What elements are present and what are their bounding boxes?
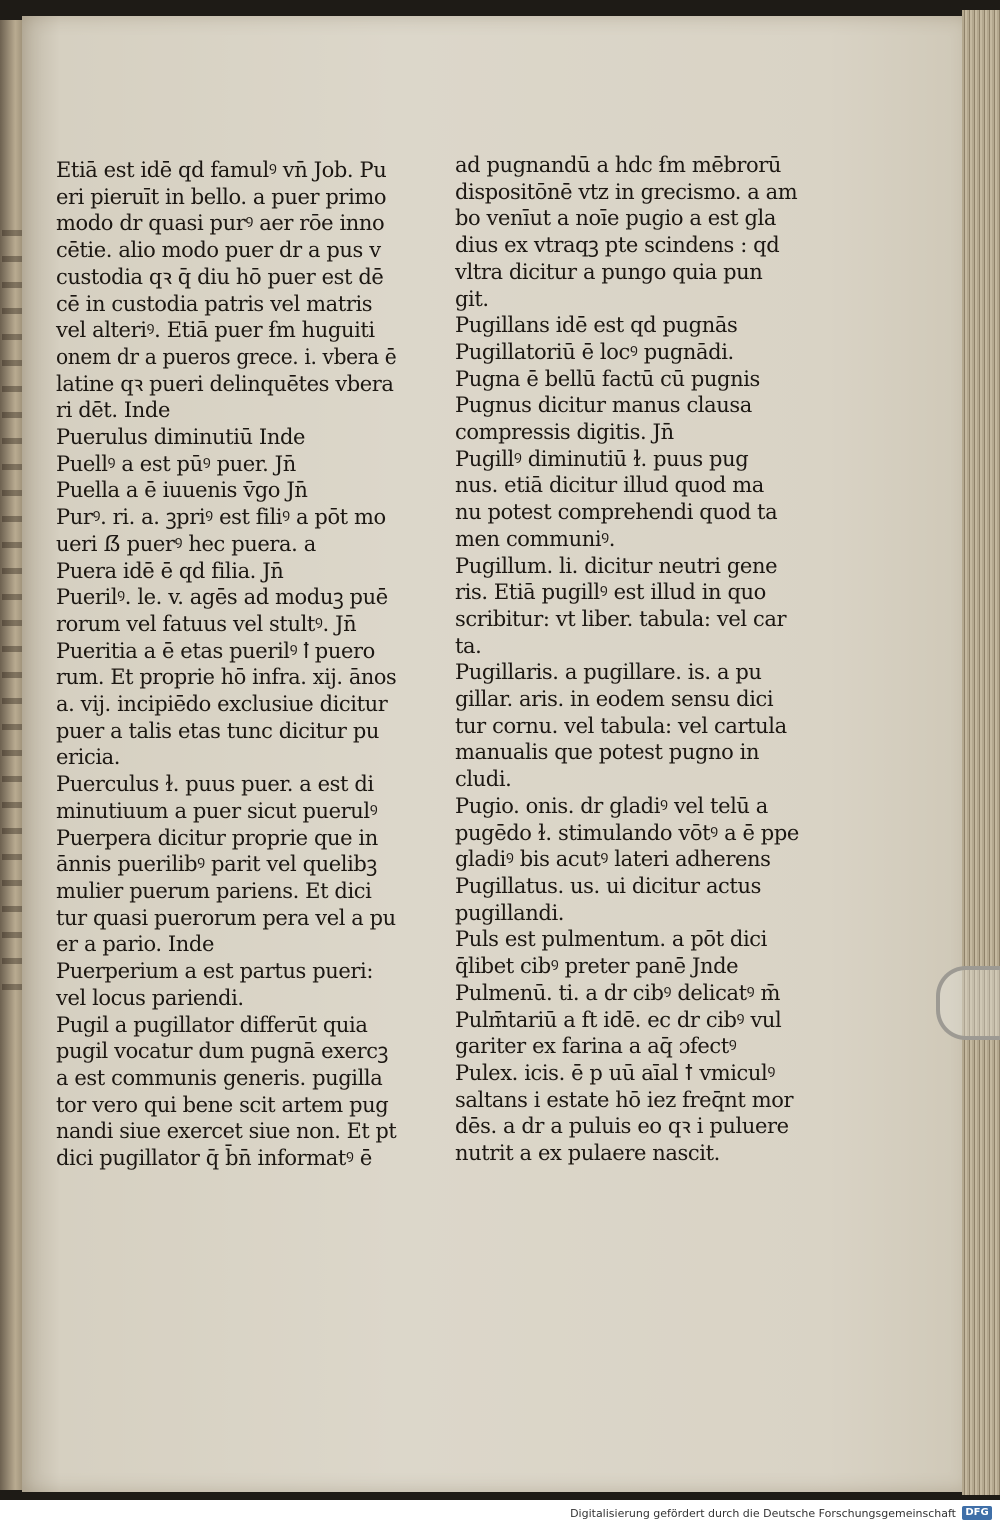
text-line: vel alteriꝰ. Etiā puer ẜm huguiti [56,318,375,343]
text-line: gariter ex farina a aq̄ ɔfectꝰ [455,1034,737,1059]
text-line: Purꝰ. ri. a. ꝫpriꝰ est filiꝰ a pōt mo [56,505,386,530]
text-line: Puls est pulmentum. a pōt dici [455,927,767,952]
text-line: ueri ẞ puerꝰ hec puera. a [56,531,316,556]
text-line: dius ex vtraqꝫ pte scindens : qd [455,233,780,258]
text-line: Puera idē ē qd filia. Jn̄ [56,558,284,583]
text-line: tur quasi puerorum pera vel a pu [56,905,396,930]
text-line: Puerperium a est partus pueri: [56,959,374,984]
text-line: custodia qꝛ q̄ diu hō puer est dē [56,264,384,289]
text-line: Pugillatus. us. ui dicitur actus [455,873,761,898]
text-line: Puerpera dicitur proprie que in [56,825,378,850]
text-line: Pugillꝰ diminutiū ɫ. puus pug [455,446,749,471]
text-line: nu potest comprehendi quod ta [455,500,778,525]
text-line: cē in custodia patris vel matris [56,291,373,316]
text-line: rorum vel fatuus vel stultꝰ. Jn̄ [56,611,357,636]
text-line: mulier puerum pariens. Et dici [56,878,372,903]
text-line: er a pario. Inde [56,932,214,957]
text-line: nus. etiā dicitur illud quod ma [455,473,764,498]
text-line: Pugillum. li. dicitur neutri gene [455,553,778,578]
text-line: Pulm̄tariū a ft idē. ec dr cibꝰ vul [455,1007,782,1032]
text-line: Pulmenū. ti. a dr cibꝰ delicatꝰ m̄ [455,980,781,1005]
text-line: Pugil a pugillator differūt quia [56,1012,368,1037]
text-line: Pugio. onis. dr gladiꝰ vel telū a [455,793,768,818]
text-line: Pugillaris. a pugillare. is. a pu [455,660,762,685]
text-line: scribitur: vt liber. tabula: vel car [455,606,787,631]
left-text-column [56,157,396,1172]
text-line: a est communis generis. pugilla [56,1065,383,1090]
text-line: Puerculus ɫ. puus puer. a est di [56,772,374,797]
page-block-edges [962,10,1000,1495]
text-line: gladiꝰ bis acutꝰ lateri adherens [455,847,771,872]
text-line: Pugnus dicitur manus clausa [455,393,752,418]
text-line: Pulex. icis. ē p uū aīal ꝉ vmiculꝰ [455,1060,775,1085]
funding-caption: Digitalisierung gefördert durch die Deutsche Forschungsgemeinschaft [570,1507,956,1520]
text-line: bo venīut a noīe pugio a est gla [455,206,776,231]
text-line: pugillandi. [455,900,565,925]
text-line: git. [455,286,489,311]
text-line: puer a talis etas tunc dicitur pu [56,718,379,743]
text-line: dici pugillator q̄ b̄n̄ informatꝰ ē [56,1146,372,1171]
text-line: pugēdo ɫ. stimulando vōtꝰ a ē ppe [455,820,799,845]
text-line: Pugna ē bellū factū cū pugnis [455,366,760,391]
text-line: Puellꝰ a est pūꝰ puer. Jn̄ [56,451,296,476]
right-text-column [455,152,800,1167]
text-line: cludi. [455,767,512,792]
text-line: ta. [455,633,482,658]
text-line: rum. Et proprie hō infra. xij. ānos [56,665,397,690]
text-line: onem dr a pueros grece. i. vbera ē [56,344,397,369]
text-line: gillar. aris. in eodem sensu dici [455,687,774,712]
text-line: modo dr quasi purꝰ aer rōe inno [56,211,385,236]
text-line: dēs. a dr a puluis eo qꝛ i puluere [455,1114,789,1139]
text-line: a. vij. incipiēdo exclusiue dicitur [56,692,388,717]
text-line: Puerulus diminutiū Inde [56,425,306,450]
text-line: saltans i estate hō iez freq̄nt mor [455,1087,794,1112]
text-line: ri dēt. Inde [56,398,170,423]
text-line: dispositōnē vtz in grecismo. a am [455,179,798,204]
text-line: minutiuum a puer sicut puerulꝰ [56,798,378,823]
text-line: Etiā est idē qd famulꝰ vn̄ Job. Pu [56,158,387,182]
text-line: latine qꝛ pueri delinquētes vbera [56,371,394,396]
dfg-logo: DFG [962,1506,992,1520]
text-line: compressis digitis. Jn̄ [455,420,674,445]
text-line: tor vero qui bene scit artem pug [56,1092,389,1117]
previous-page-text-fragment [2,230,24,990]
text-line: Puella a ē iuuenis v̄go Jn̄ [56,478,308,503]
text-line: Puerilꝰ. le. v. agēs ad moduꝫ puē [56,585,388,610]
text-line: ris. Etiā pugillꝰ est illud in quo [455,580,766,605]
text-line: men communiꝰ. [455,526,616,551]
text-line: cētie. alio modo puer dr a pus v [56,238,381,263]
text-line: eri pieruīt in bello. a puer primo [56,184,387,209]
text-line: Pugillans idē est qd pugnās [455,313,738,338]
text-line: q̄libet cibꝰ preter panē Jnde [455,954,739,979]
text-line: Pueritia a ē etas puerilꝰ ꝉ puero [56,638,375,663]
text-line: pugil vocatur dum pugnā exercꝫ [56,1039,388,1064]
page-clip-icon [936,966,1000,1040]
text-line: Pugillatoriū ē locꝰ pugnādi. [455,339,734,364]
digitization-caption-bar [0,1500,1000,1527]
text-line: ānnis puerilibꝰ parit vel quelibꝫ [56,852,377,877]
text-line: nandi siue exercet siue non. Et pt [56,1119,397,1144]
text-line: vltra dicitur a pungo quia pun [455,259,763,284]
text-line: tur cornu. vel tabula: vel cartula [455,713,787,738]
text-line: vel locus pariendi. [56,985,244,1010]
text-line: nutrit a ex pulaere nascit. [455,1141,720,1166]
text-line: ad pugnandū a hdc ẜm mēbrorū [455,153,782,177]
text-line: manualis que potest pugno in [455,740,760,765]
text-line: ericia. [56,745,121,770]
